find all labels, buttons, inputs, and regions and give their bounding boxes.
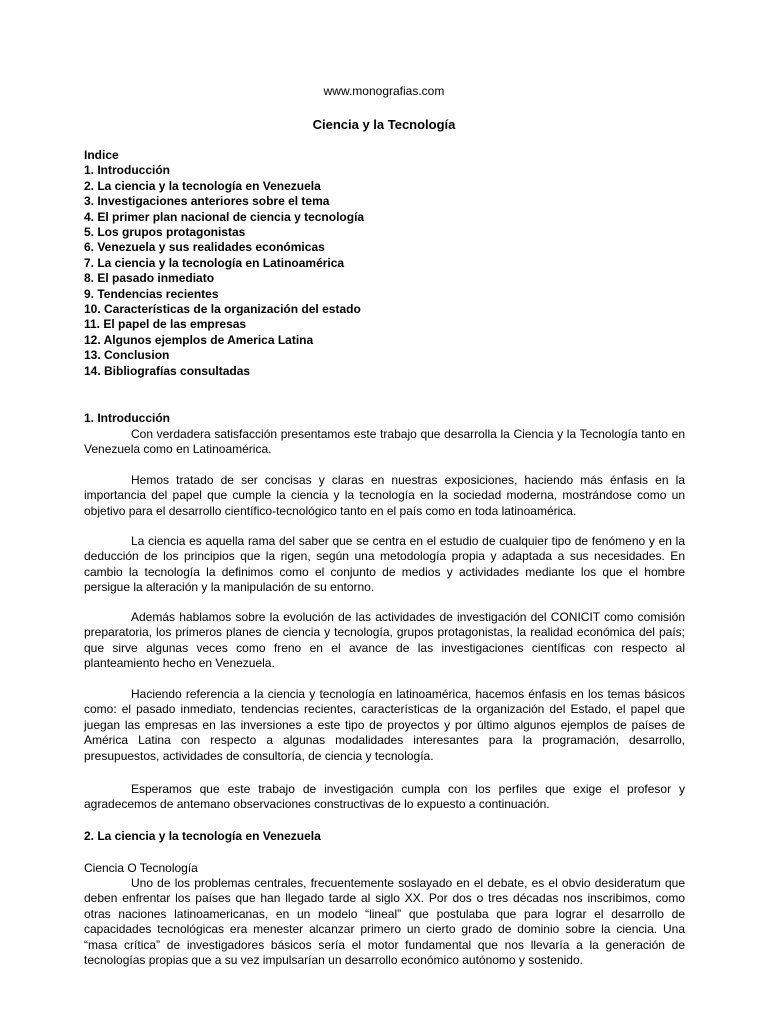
index-item: 5. Los grupos protagonistas — [84, 225, 246, 240]
table-of-contents — [84, 148, 694, 379]
document-title: Ciencia y la Tecnología — [312, 117, 456, 132]
section-heading-venezuela: 2. La ciencia y la tecnología en Venezuela — [84, 829, 321, 843]
index-item: 7. La ciencia y la tecnología en Latinoamérica — [84, 255, 345, 270]
index-item: 8. El pasado inmediato — [84, 271, 215, 286]
paragraph: Con verdadera satisfacción presentamos este trabajo que desarrolla la Ciencia y la Tecnología tanto en Venezuela como en Latinoamérica. — [84, 427, 685, 457]
index-item: 3. Investigaciones anteriores sobre el tema — [84, 194, 330, 209]
index-heading: Indice — [84, 148, 119, 162]
index-item: 12. Algunos ejemplos de America Latina — [84, 332, 314, 347]
index-item: 2. La ciencia y la tecnología en Venezuela — [84, 178, 321, 193]
paragraph: Uno de los problemas centrales, frecuentemente soslayado en el debate, es el obvio desideratum que deben enfrentar los países que han llegado tarde al siglo XX. Por dos o tres décadas nos inscribimos, como otras naciones latinoamericanas, en un modelo “lineal” que postulaba que para lograr el desarrollo de capacidades tecnológicas era menester alcanzar primero un cierto grado de dominio sobre la ciencia. Una “masa crítica” de investigadores básicos sería el motor fundamental que nos llevaría a la generación de tecnologías propias que a su vez impulsarían un desarrollo económico autónomo y sostenido. — [84, 876, 685, 968]
index-item: 10. Características de la organización del estado — [84, 302, 361, 317]
paragraph: La ciencia es aquella rama del saber que se centra en el estudio de cualquier tipo de fenómeno y en la deducción de los principios que la rigen, según una metodología propia y adaptada a sus necesidades. En cambio la tecnología la definimos como el conjunto de medios y actividades mediante los que el hombre persigue la alteración y la manipulación de su entorno. — [84, 534, 685, 595]
index-item: 6. Venezuela y sus realidades económicas — [84, 240, 325, 255]
paragraph: Esperamos que este trabajo de investigación cumpla con los perfiles que exige el profesor y agradecemos de antemano observaciones constructivas de lo expuesto a continuación. — [84, 782, 685, 812]
subheading: Ciencia O Tecnología — [84, 861, 198, 875]
paragraph: Haciendo referencia a la ciencia y tecnología en latinoamérica, hacemos énfasis en los temas básicos como: el pasado inmediato, tendencias recientes, características de la organización del Estado, el papel que juegan las empresas en las inversiones a este tipo de proyectos y por último algunos ejemplos de países de América Latina con respecto a algunas modalidades interesantes para la programación, desarrollo, presupuestos, actividades de consultoría, de ciencia y tecnología. — [84, 687, 685, 763]
section-heading-introduccion: 1. Introducción — [84, 411, 171, 425]
index-item: 13. Conclusion — [84, 348, 170, 363]
paragraph: Hemos tratado de ser concisas y claras en nuestras exposiciones, haciendo más énfasis en la importancia del papel que cumple la ciencia y la tecnología en la sociedad moderna, mostrándose como un objetivo para el desarrollo científico-tecnológico tanto en el país como en toda latinoamérica. — [84, 473, 685, 518]
index-item: 14. Bibliografías consultadas — [84, 363, 251, 378]
index-item: 4. El primer plan nacional de ciencia y tecnología — [84, 209, 365, 224]
site-url: www.monografias.com — [323, 84, 445, 98]
index-item: 1. Introducción — [84, 163, 171, 178]
paragraph: Además hablamos sobre la evolución de las actividades de investigación del CONICIT como comisión preparatoria, los primeros planes de ciencia y tecnología, grupos protagonistas, la realidad económica del país; que sirve algunas veces como freno en el avance de las investigaciones científicas con respecto al planteamiento hecho en Venezuela. — [84, 610, 685, 671]
index-item: 9. Tendencias recientes — [84, 286, 219, 301]
index-item: 11. El papel de las empresas — [84, 317, 247, 332]
